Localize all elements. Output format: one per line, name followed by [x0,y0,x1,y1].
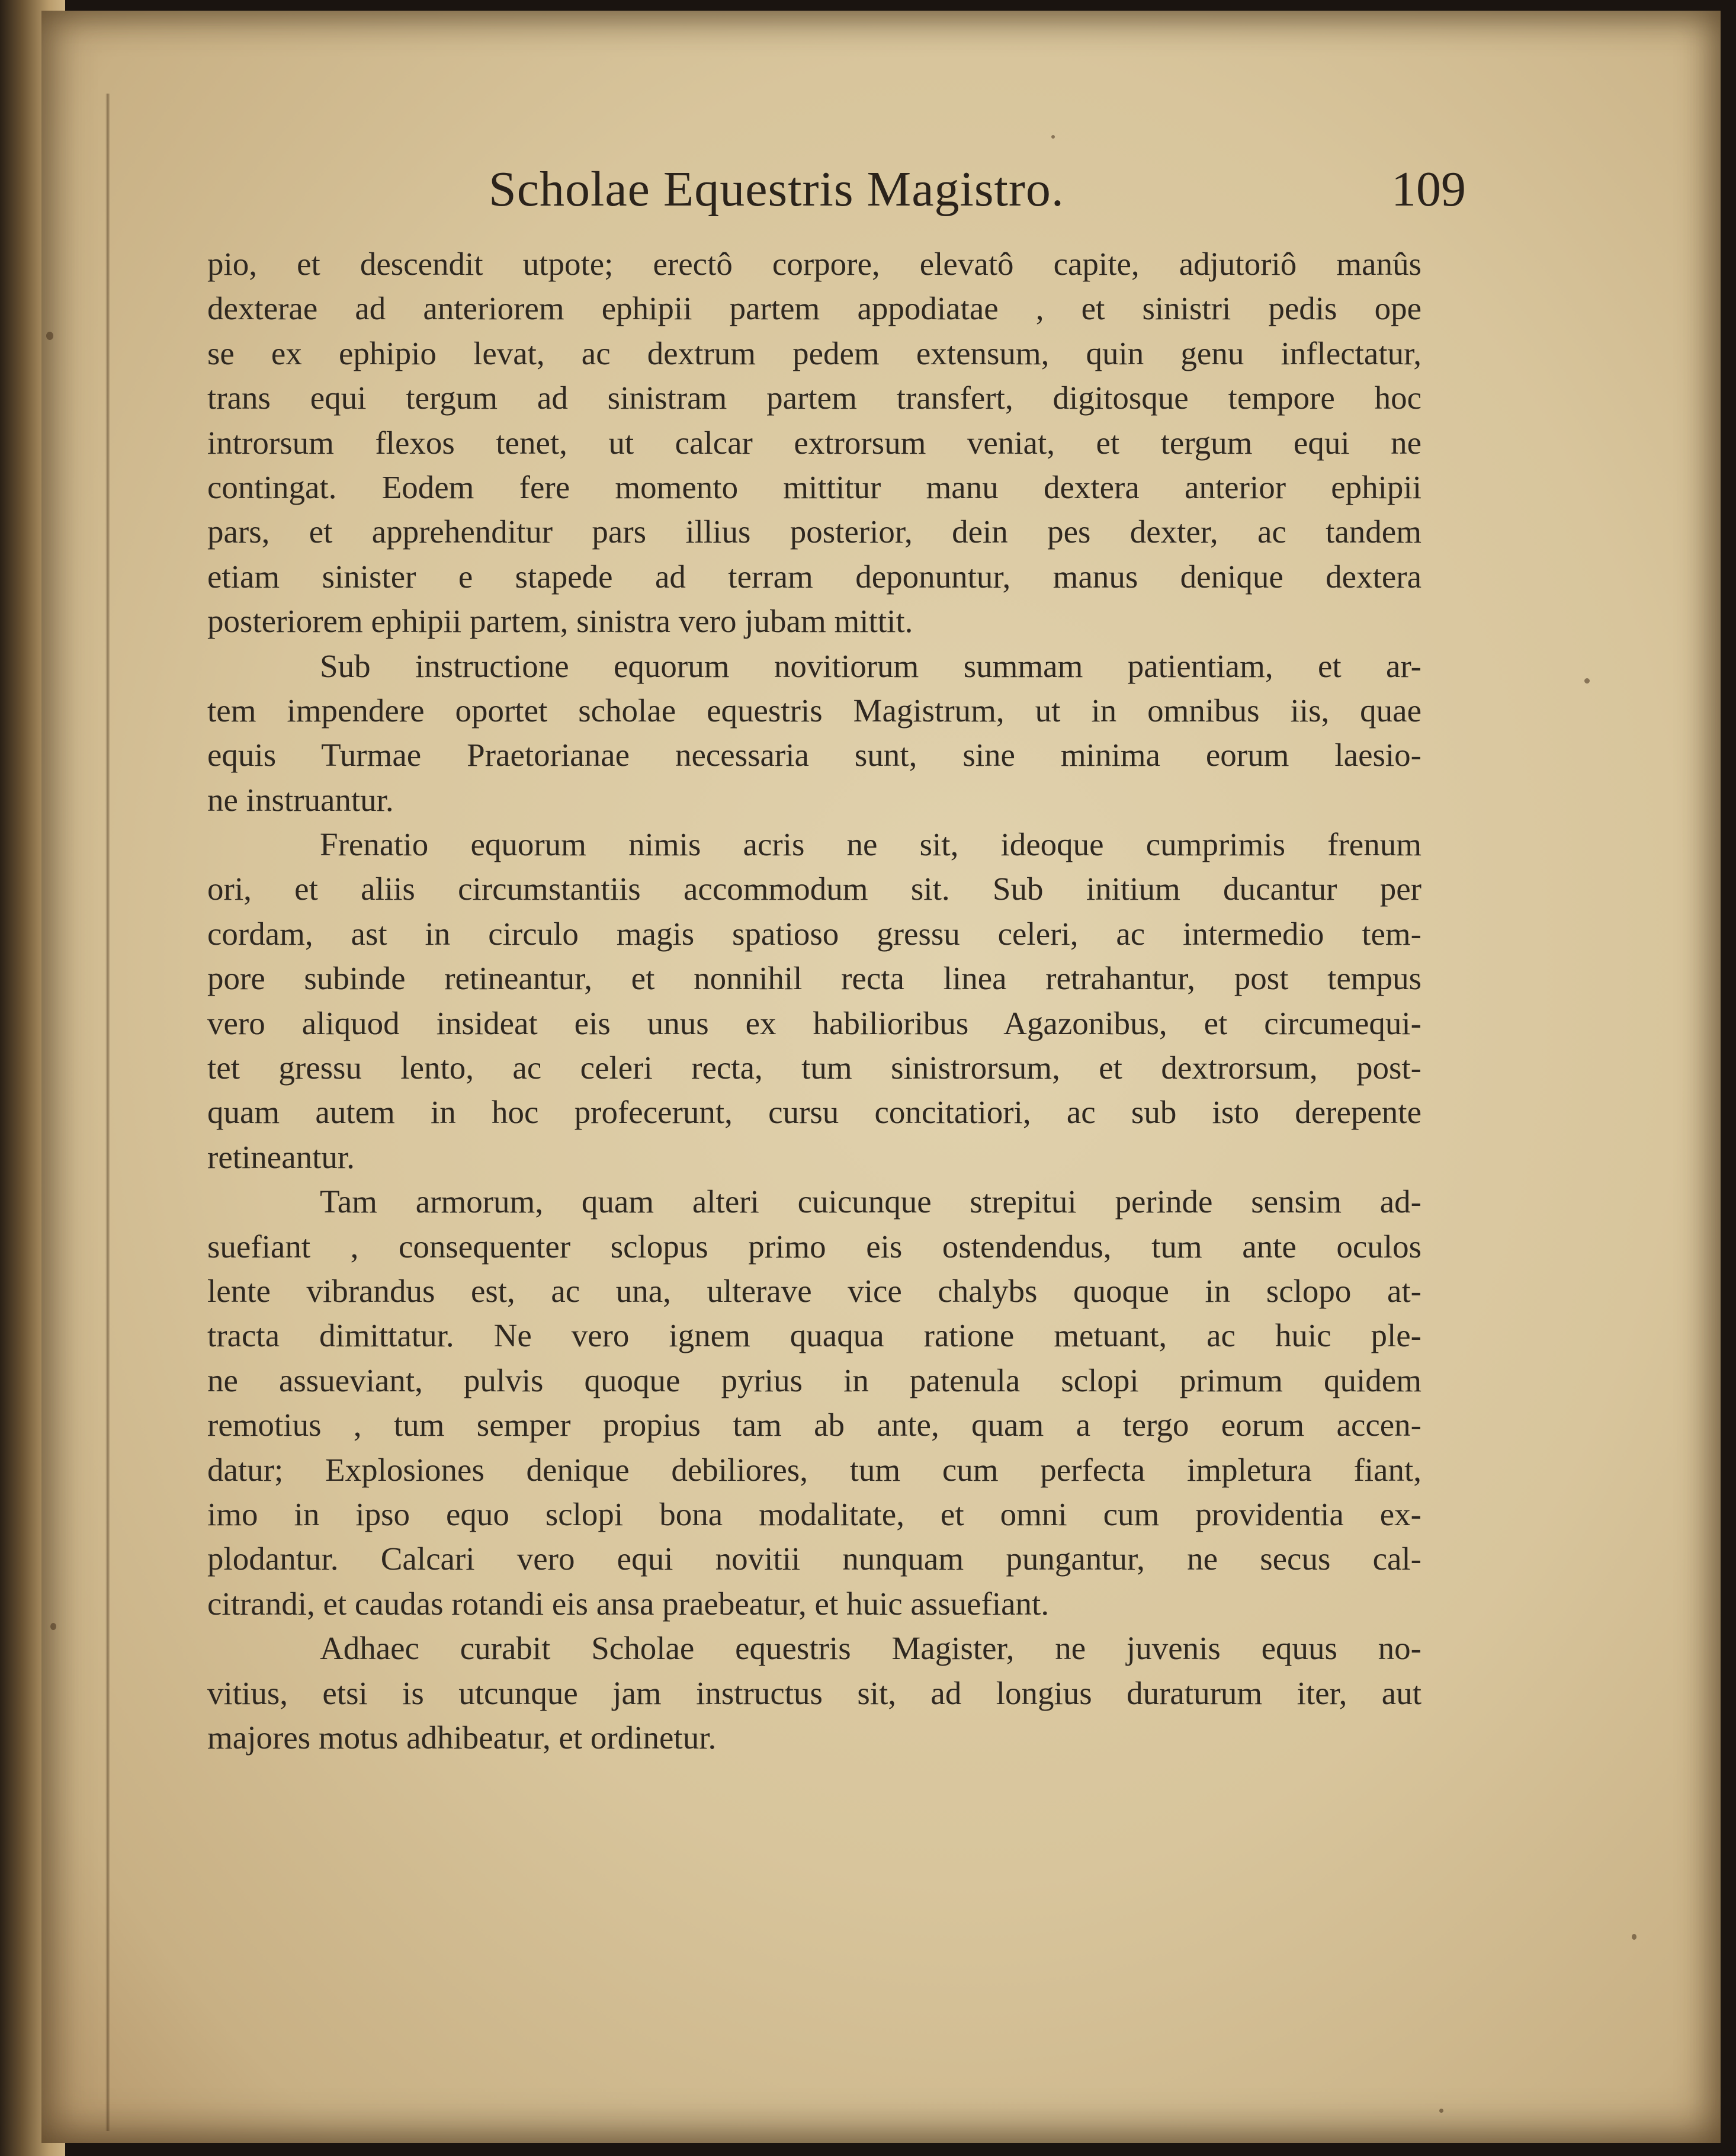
text-line: ne assueviant, pulvis quoque pyrius in patenula sclopi primum quidem [207,1362,1421,1398]
gutter-shadow [105,94,110,2131]
paper-speck [1051,135,1055,139]
text-line: citrandi, et caudas rotandi eis ansa praebeatur, et huic assuefiant. [207,1585,1050,1622]
text-line: suefiant , consequenter sclopus primo eis ostendendus, tum ante oculos [207,1228,1421,1265]
text-line: equis Turmae Praetorianae necessaria sunt, sine minima eorum laesio- [207,737,1421,774]
paragraph-first-line: Adhaec curabit Scholae equestris Magister, ne juvenis equus no- [320,1630,1421,1667]
paper-speck [1632,1934,1636,1940]
text-line: posteriorem ephipii partem, sinistra vero jubam mittit. [207,603,913,640]
text-line: se ex ephipio levat, ac dextrum pedem extensum, quin genu inflectatur, [207,335,1421,371]
text-line: ori, et aliis circumstantiis accommodum sit. Sub initium ducantur per [207,871,1421,907]
text-line: pars, et apprehenditur pars illius posterior, dein pes dexter, ac tandem [207,514,1421,550]
text-line: introrsum flexos tenet, ut calcar extrorsum veniat, et tergum equi ne [207,424,1421,461]
paper-speck [46,332,53,340]
text-line: remotius , tum semper propius tam ab ante, quam a tergo eorum accen- [207,1407,1421,1443]
text-line: pio, et descendit utpote; erectô corpore, elevatô capite, adjutoriô manûs [207,246,1421,282]
page-header [210,148,1466,225]
paper-speck [1584,678,1590,684]
text-line: dexterae ad anteriorem ephipii partem appodiatae , et sinistri pedis ope [207,290,1421,327]
paragraph-first-line: Tam armorum, quam alteri cuicunque strepitui perinde sensim ad- [320,1183,1421,1220]
text-line: retineantur. [207,1138,355,1175]
paper-speck [1439,2109,1443,2113]
text-line: quam autem in hoc profecerunt, cursu concitatiori, ac sub isto derepente [207,1094,1421,1131]
paragraph-first-line: Frenatio equorum nimis acris ne sit, ideoque cumprimis frenum [320,826,1421,863]
text-line: ne instruantur. [207,781,394,818]
text-line: majores motus adhibeatur, et ordinetur. [207,1719,717,1756]
text-line: vero aliquod insideat eis unus ex habilioribus Agazonibus, et circumequi- [207,1005,1421,1041]
text-line: contingat. Eodem fere momento mittitur manu dextera anterior ephipii [207,469,1421,505]
text-line: plodantur. Calcari vero equi novitii nunquam pungantur, ne secus cal- [207,1541,1421,1577]
text-line: imo in ipso equo sclopi bona modalitate, et omni cum providentia ex- [207,1496,1421,1532]
paper-speck [50,1623,56,1630]
text-line: vitius, etsi is utcunque jam instructus sit, ad longius duraturum iter, aut [207,1674,1421,1711]
text-line: trans equi tergum ad sinistram partem transfert, digitosque tempore hoc [207,380,1421,416]
text-line: lente vibrandus est, ac una, ulterave vice chalybs quoque in sclopo at- [207,1272,1421,1309]
text-line: cordam, ast in circulo magis spatioso gressu celeri, ac intermedio tem- [207,915,1421,952]
text-line: tracta dimittatur. Ne vero ignem quaqua ratione metuant, ac huic ple- [207,1317,1421,1354]
text-line: pore subinde retineantur, et nonnihil recta linea retrahantur, post tempus [207,960,1421,997]
text-line: datur; Explosiones denique debiliores, tum cum perfecta impletura fiant, [207,1451,1421,1488]
text-line: tem impendere oportet scholae equestris Magistrum, ut in omnibus iis, quae [207,692,1421,729]
text-line: tet gressu lento, ac celeri recta, tum sinistrorsum, et dextrorsum, post- [207,1050,1421,1086]
text-line: etiam sinister e stapede ad terram deponuntur, manus denique dextera [207,558,1421,595]
page-number: 109 [1391,162,1466,217]
paragraph-first-line: Sub instructione equorum novitiorum summam patientiam, et ar- [320,647,1421,684]
body-text [207,242,1421,1760]
running-title: Scholae Equestris Magistro. [489,162,1064,217]
